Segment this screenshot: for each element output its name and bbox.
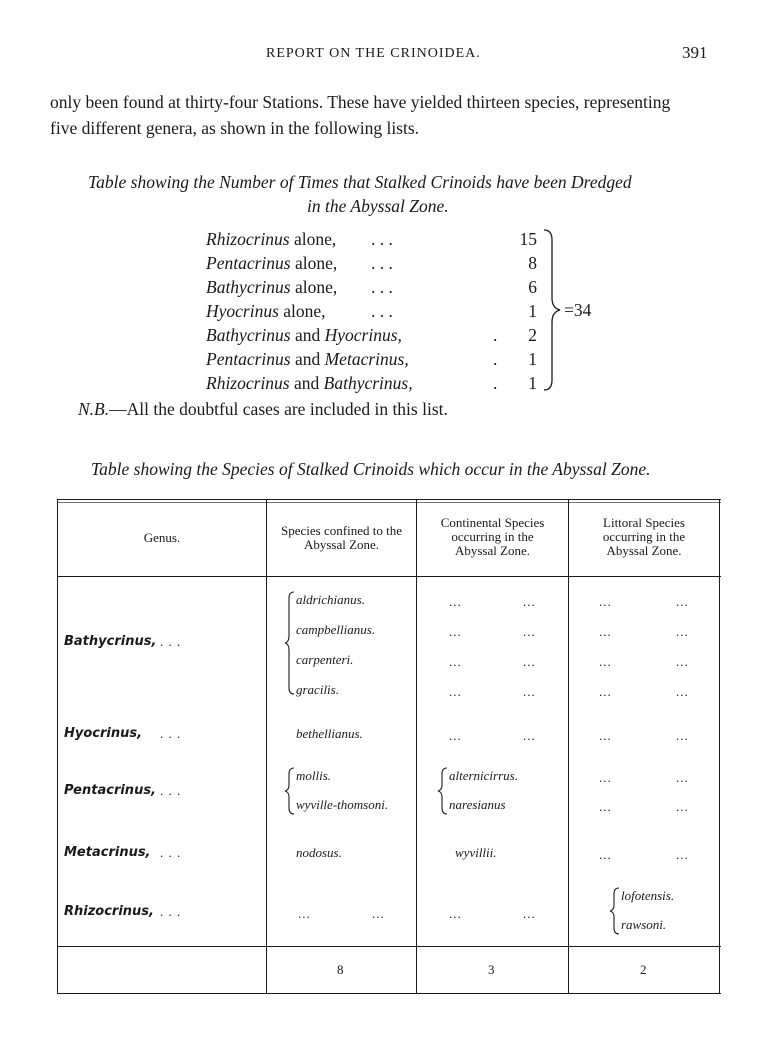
header-line: occurring in the: [602, 529, 686, 544]
species-name: wyvillii.: [455, 845, 497, 860]
ellipsis: ...: [449, 684, 462, 699]
table1-genus: Pentacrinus: [206, 349, 291, 369]
species-brace: [609, 886, 621, 936]
table1-joiner: and: [289, 373, 324, 393]
genus-cell: Rhizocrinus,: [64, 904, 154, 919]
table1-dots: . . .: [371, 229, 393, 249]
table1-dots: .: [493, 373, 498, 393]
ellipsis: ...: [676, 624, 689, 639]
table1-genus: Pentacrinus: [206, 253, 291, 273]
table1-genus: Hyocrinus,: [324, 325, 402, 345]
col-header-continental: [417, 516, 568, 558]
genus-cell: Metacrinus,: [64, 845, 151, 860]
ellipsis: ...: [449, 594, 462, 609]
genus-cell: Hyocrinus,: [64, 726, 143, 741]
header-line: Littoral Species: [603, 515, 685, 530]
table1-count: 6: [528, 277, 537, 297]
species-brace: [284, 590, 296, 696]
ellipsis: ...: [676, 594, 689, 609]
ellipsis: ...: [676, 728, 689, 743]
species-name: rawsoni.: [621, 917, 667, 932]
leader-dots: . . .: [160, 904, 182, 919]
table1-dots: . . .: [371, 277, 393, 297]
ellipsis: ...: [599, 624, 612, 639]
ellipsis: ...: [599, 654, 612, 669]
ellipsis: ...: [449, 906, 462, 921]
table1-caption-line-2: in the Abyssal Zone.: [307, 196, 449, 216]
genus-cell: Bathycrinus,: [64, 634, 157, 649]
species-name: mollis.: [296, 768, 332, 783]
table1-genus: Metacrinus,: [324, 349, 409, 369]
ellipsis: ...: [676, 847, 689, 862]
header-line: Continental Species: [440, 515, 545, 530]
table1-genus: Hyocrinus: [206, 301, 279, 321]
species-name: aldrichianus.: [296, 592, 365, 607]
leader-dots: . . .: [160, 845, 182, 860]
ellipsis: ...: [599, 594, 612, 609]
table1-count: 15: [519, 229, 537, 249]
ellipsis: ...: [676, 654, 689, 669]
ellipsis: ...: [599, 770, 612, 785]
table1-count: 2: [528, 325, 537, 345]
table1-count: 1: [528, 373, 537, 393]
table1-joiner: alone,: [278, 301, 326, 321]
table1: [206, 229, 546, 397]
table1-dots: .: [493, 325, 498, 345]
header-line: Abyssal Zone.: [454, 543, 531, 558]
table1-genus: Bathycrinus: [206, 277, 291, 297]
species-name: campbellianus.: [296, 622, 376, 637]
table1-row: [206, 325, 546, 349]
ellipsis: ...: [523, 906, 536, 921]
intro-line-2: five different genera, as shown in the following lists.: [50, 118, 420, 138]
ellipsis: ...: [676, 770, 689, 785]
ellipsis: ...: [523, 684, 536, 699]
table1-row: [206, 349, 546, 373]
table1-joiner: alone,: [290, 277, 338, 297]
ellipsis: ...: [676, 799, 689, 814]
ellipsis: ...: [599, 847, 612, 862]
note-text: —All the doubtful cases are included in this list.: [109, 399, 448, 419]
table1-genus: Bathycrinus,: [323, 373, 413, 393]
table1-count: 1: [528, 349, 537, 369]
total-littoral: 2: [640, 962, 647, 977]
table1-count: 1: [528, 301, 537, 321]
table1-row: [206, 253, 546, 277]
leader-dots: . . .: [160, 726, 182, 741]
note-label: N.B.: [78, 399, 110, 419]
leader-dots: . . .: [160, 783, 182, 798]
ellipsis: ...: [523, 594, 536, 609]
ellipsis: ...: [523, 728, 536, 743]
total-confined: 8: [337, 962, 344, 977]
species-name: gracilis.: [296, 682, 339, 697]
page-header: [0, 43, 776, 70]
leader-dots: . . .: [160, 634, 182, 649]
table1-row: [206, 301, 546, 325]
intro-line-1: only been found at thirty-four Stations. These have yielded thirteen species, representing: [50, 92, 671, 112]
header-line: Abyssal Zone.: [303, 537, 380, 552]
table1-count: 8: [528, 253, 537, 273]
ellipsis: ...: [599, 684, 612, 699]
ellipsis: ...: [449, 624, 462, 639]
table1-note: [78, 399, 448, 420]
ellipsis: ...: [298, 906, 311, 921]
table1-dots: .: [493, 349, 498, 369]
ellipsis: ...: [449, 654, 462, 669]
table2-caption: Table showing the Species of Stalked Crinoids which occur in the Abyssal Zone.: [91, 459, 651, 479]
header-line: Species confined to the: [281, 523, 402, 538]
ellipsis: ...: [599, 799, 612, 814]
ellipsis: ...: [523, 624, 536, 639]
table1-joiner: and: [290, 325, 325, 345]
table1-row: [206, 229, 546, 253]
species-name: lofotensis.: [621, 888, 675, 903]
species-name: naresianus: [449, 797, 506, 812]
header-line: occurring in the: [451, 529, 534, 544]
table1-joiner: alone,: [290, 253, 338, 273]
col-header-confined: [267, 524, 416, 552]
col-header-littoral: [569, 516, 719, 558]
species-name: alternicirrus.: [449, 768, 518, 783]
page-number: 391: [682, 43, 708, 62]
table1-dots: . . .: [371, 301, 393, 321]
ellipsis: ...: [599, 728, 612, 743]
table1-row: [206, 277, 546, 301]
table1-dots: . . .: [371, 253, 393, 273]
col-header-genus: Genus.: [143, 530, 181, 545]
species-brace: [437, 766, 449, 816]
species-brace: [284, 766, 296, 816]
table1-genus: Bathycrinus: [206, 325, 291, 345]
running-title: REPORT ON THE CRINOIDEA.: [266, 46, 481, 61]
table1-genus: Rhizocrinus: [206, 373, 290, 393]
ellipsis: ...: [523, 654, 536, 669]
total-continental: 3: [488, 962, 495, 977]
species-name: nodosus.: [296, 845, 342, 860]
table1-row: [206, 373, 546, 397]
ellipsis: ...: [372, 906, 385, 921]
table1-joiner: and: [290, 349, 325, 369]
table1-caption-line-1: Table showing the Number of Times that Stalked Crinoids have been Dredged: [88, 172, 632, 192]
ellipsis: ...: [676, 684, 689, 699]
header-line: Abyssal Zone.: [606, 543, 682, 558]
species-name: wyville-thomsoni.: [296, 797, 389, 812]
ellipsis: ...: [449, 728, 462, 743]
table1-joiner: alone,: [289, 229, 337, 249]
table1-total: =34: [564, 300, 592, 320]
species-name: bethellianus.: [296, 726, 363, 741]
species-name: carpenteri.: [296, 652, 354, 667]
genus-cell: Pentacrinus,: [64, 783, 156, 798]
table1-genus: Rhizocrinus: [206, 229, 290, 249]
